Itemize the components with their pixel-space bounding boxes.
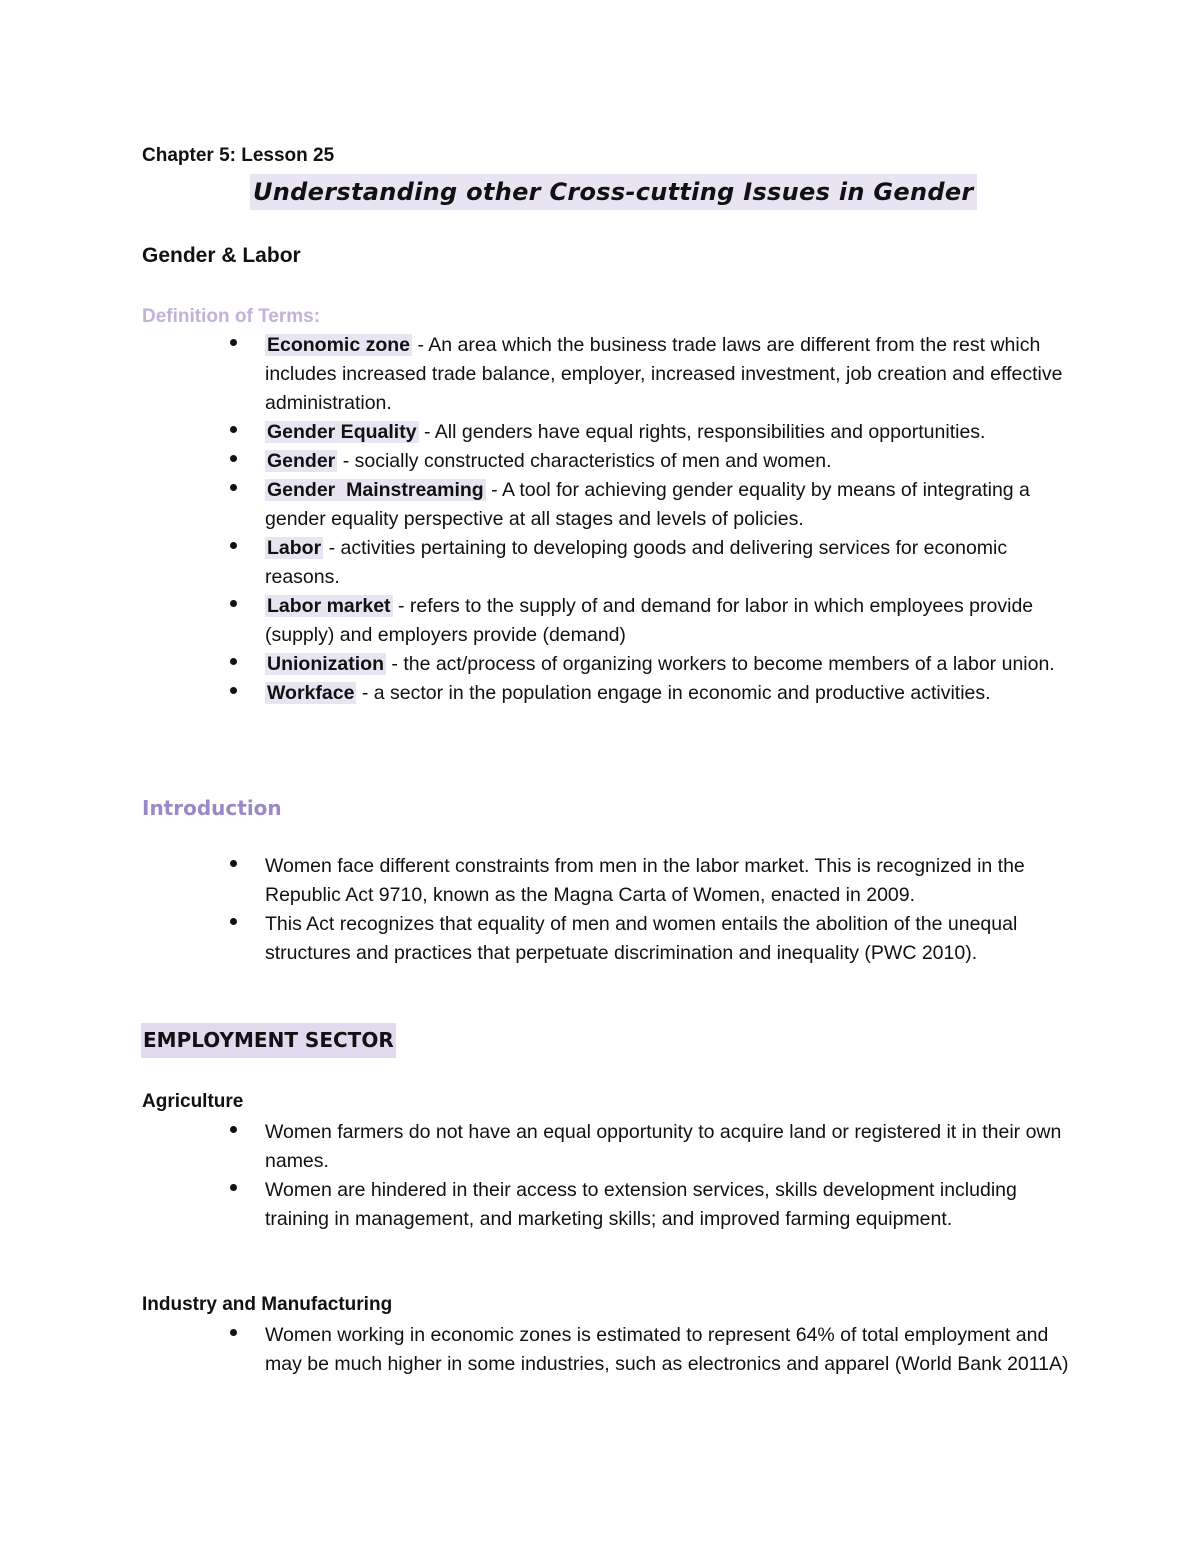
bullet-icon	[230, 484, 237, 491]
industry-list	[230, 1321, 1070, 1379]
definition-item	[230, 534, 1070, 592]
definition-term: Unionization	[267, 653, 384, 675]
definition-text: - a sector in the population engage in economic and productive activities.	[356, 682, 991, 704]
definition-term: Workface	[267, 682, 355, 704]
bullet-icon	[230, 1126, 237, 1133]
definition-item	[230, 476, 1070, 534]
introduction-list	[230, 852, 1070, 968]
definition-item	[230, 679, 1070, 708]
document-title: Understanding other Cross-cutting Issues in Gender	[250, 174, 977, 210]
introduction-item	[230, 852, 1070, 910]
bullet-icon	[230, 687, 237, 694]
chapter-label: Chapter 5: Lesson 25	[142, 145, 335, 166]
bullet-icon	[230, 860, 237, 867]
definition-text: - activities pertaining to developing goods and delivering services for economic reasons.	[265, 537, 1008, 588]
agriculture-text: Women farmers do not have an equal opportunity to acquire land or registered it in their own names.	[265, 1121, 1062, 1172]
definition-term: Economic zone	[267, 334, 411, 356]
definition-text: - refers to the supply of and demand for labor in which employees provide (supply) and employers provide (demand)	[265, 595, 1034, 646]
bullet-icon	[230, 339, 237, 346]
definition-item	[230, 650, 1070, 679]
section-heading-gender-labor: Gender & Labor	[142, 244, 301, 267]
definition-text: - socially constructed characteristics of men and women.	[337, 450, 832, 472]
definition-term: Gender Equality	[267, 421, 417, 443]
definition-item	[230, 418, 1070, 447]
definition-item	[230, 592, 1070, 650]
bullet-icon	[230, 1329, 237, 1336]
definition-item	[230, 447, 1070, 476]
agriculture-text: Women are hindered in their access to extension services, skills development including training in management, and marketing skills; and improved farming equipment.	[265, 1179, 1017, 1230]
definition-text: - An area which the business trade laws are different from the rest which includes increased trade balance, employer, increased investment, job creation and effective administration.	[265, 334, 1063, 414]
bullet-icon	[230, 455, 237, 462]
definition-term: Labor market	[267, 595, 391, 617]
introduction-text: This Act recognizes that equality of men and women entails the abolition of the unequal structures and practices that perpetuate discrimination and inequality (PWC 2010).	[265, 913, 1018, 964]
bullet-icon	[230, 542, 237, 549]
definitions-list	[230, 331, 1070, 708]
definition-term: Gender Mainstreaming	[267, 479, 484, 501]
bullet-icon	[230, 658, 237, 665]
definition-text: - the act/process of organizing workers to become members of a labor union.	[385, 653, 1055, 675]
bullet-icon	[230, 1184, 237, 1191]
bullet-icon	[230, 426, 237, 433]
definition-term: Gender	[267, 450, 336, 472]
introduction-heading: Introduction	[142, 796, 282, 820]
bullet-icon	[230, 918, 237, 925]
introduction-item	[230, 910, 1070, 968]
definition-heading: Definition of Terms:	[142, 306, 321, 327]
industry-heading: Industry and Manufacturing	[142, 1294, 393, 1315]
agriculture-item	[230, 1176, 1070, 1234]
definition-item	[230, 331, 1070, 418]
bullet-icon	[230, 600, 237, 607]
agriculture-heading: Agriculture	[142, 1091, 244, 1112]
definition-text: - A tool for achieving gender equality by means of integrating a gender equality perspective at all stages and levels of policies.	[265, 479, 1030, 530]
definition-term: Labor	[267, 537, 322, 559]
definition-text: - All genders have equal rights, responsibilities and opportunities.	[418, 421, 986, 443]
industry-item	[230, 1321, 1070, 1379]
introduction-text: Women face different constraints from men in the labor market. This is recognized in the Republic Act 9710, known as the Magna Carta of Women, enacted in 2009.	[265, 855, 1025, 906]
agriculture-item	[230, 1118, 1070, 1176]
agriculture-list	[230, 1118, 1070, 1234]
industry-text: Women working in economic zones is estimated to represent 64% of total employment and may be much higher in some industries, such as electronics and apparel (World Bank 2011A)	[265, 1324, 1069, 1375]
employment-sector-heading: EMPLOYMENT SECTOR	[141, 1023, 396, 1058]
